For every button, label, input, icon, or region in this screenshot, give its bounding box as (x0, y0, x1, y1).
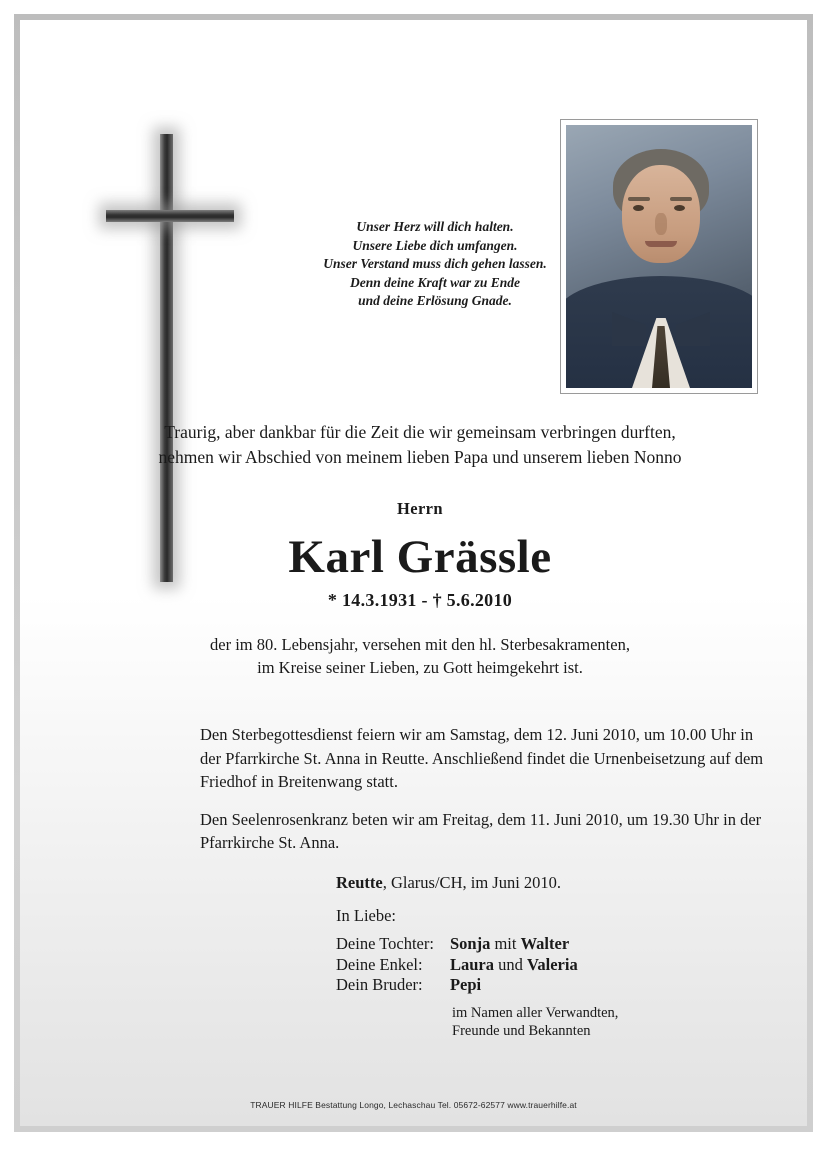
service-paragraph-2: Den Seelenrosenkranz beten wir am Freitag, dem 11. Juni 2010, um 19.30 Uhr in der Pfarrkirche St. Anna. (200, 809, 762, 852)
closing-note (452, 1004, 618, 1040)
memorial-poem (300, 218, 570, 311)
portrait-eyebrow-right (670, 197, 692, 201)
closing-line-1: im Namen aller Verwandten, (452, 1005, 619, 1021)
portrait-eye-left (633, 205, 644, 211)
place-rest: , Glarus/CH, im Juni 2010. (382, 873, 562, 892)
relative-names (450, 955, 578, 976)
birth-death-dates: * 14.3.1931 - † 5.6.2010 (327, 590, 513, 610)
relative-label: Deine Tochter: (336, 934, 434, 953)
card-inner-surface (20, 20, 807, 1126)
relative-name-2: Valeria (526, 954, 578, 974)
portrait-nose (655, 213, 667, 235)
poem-line-2: Unsere Liebe dich umfangen. (352, 237, 518, 253)
service-details (200, 723, 775, 855)
deceased-name: Karl Grässle (288, 531, 552, 583)
relative-name-2: Walter (520, 934, 570, 953)
table-row (336, 955, 578, 976)
table-row (336, 934, 578, 955)
poem-line-4: Denn deine Kraft war zu Ende (350, 274, 520, 290)
portrait-eye-right (674, 205, 685, 211)
card-outer-frame (14, 14, 813, 1132)
relatives-table (336, 934, 578, 996)
after-name-line-1: der im 80. Lebensjahr, versehen mit den hl. Sterbesakramenten, (210, 635, 630, 654)
poem-line-5: und deine Erlösung Gnade. (358, 293, 512, 308)
relative-name-1: Sonja (449, 934, 491, 953)
cross-horizontal-bar (106, 210, 234, 222)
after-name-line-2: im Kreise seiner Lieben, zu Gott heimgekehrt ist. (257, 658, 583, 677)
place-date-line (336, 873, 561, 893)
relative-names (450, 934, 578, 955)
table-row (336, 975, 578, 996)
portrait-mouth (645, 241, 677, 247)
salutation: Herrn (397, 499, 443, 518)
portrait-photo (566, 125, 752, 388)
poem-line-3: Unser Verstand muss dich gehen lassen. (323, 256, 547, 271)
portrait-frame (560, 119, 758, 394)
after-name-text (80, 633, 760, 679)
relative-joiner: und (493, 954, 527, 974)
relative-name-1: Pepi (449, 975, 482, 994)
intro-line-1: Traurig, aber dankbar für die Zeit die wir gemeinsam verbringen durften, (164, 422, 676, 442)
imprint-footer: TRAUER HILFE Bestattung Longo, Lechaschau Tel. 05672-62577 www.trauerhilfe.at (250, 1100, 577, 1110)
cross-icon (98, 124, 258, 594)
intro-text (80, 420, 760, 470)
relative-label: Deine Enkel: (336, 954, 423, 974)
relative-name-1: Laura (449, 954, 494, 974)
intro-line-2: nehmen wir Abschied von meinem lieben Papa und unserem lieben Nonno (158, 447, 682, 467)
place-town: Reutte (336, 873, 383, 892)
in-love-label: In Liebe: (336, 906, 397, 925)
relative-label: Dein Bruder: (336, 975, 423, 994)
closing-line-2: Freunde und Bekannten (452, 1023, 591, 1039)
relative-joiner: mit (490, 934, 521, 953)
portrait-eyebrow-left (628, 197, 650, 201)
service-paragraph-1: Den Sterbegottesdienst feiern wir am Samstag, dem 12. Juni 2010, um 10.00 Uhr in der Pfarrkirche St. Anna in Reutte. Anschließend findet die Urnenbeisetzung auf dem Friedhof in Breitenwang statt. (200, 725, 764, 791)
poem-line-1: Unser Herz will dich halten. (356, 219, 514, 234)
relative-names (450, 975, 578, 996)
